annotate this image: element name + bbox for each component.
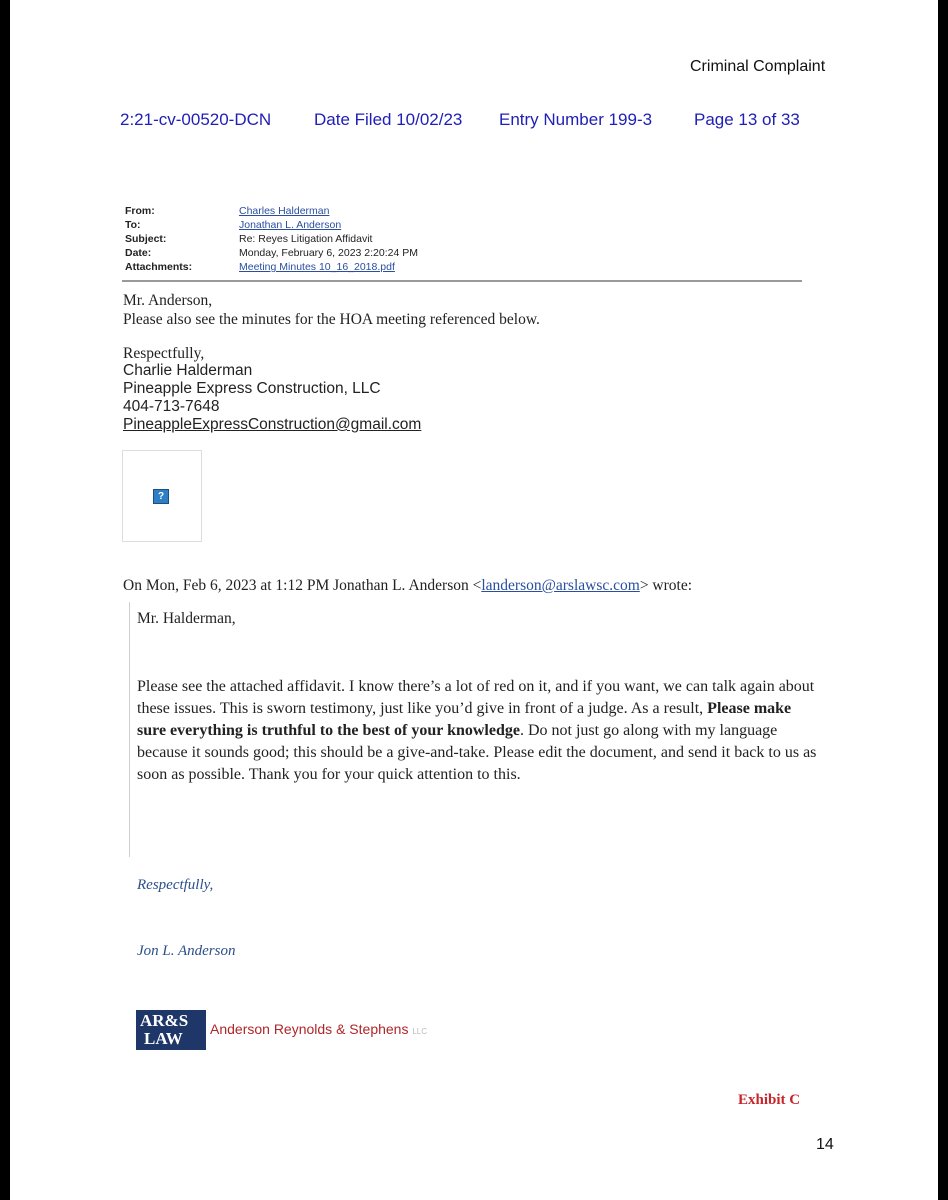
firm-suffix: LLC	[412, 1027, 428, 1036]
entry-number: Entry Number 199-3	[499, 110, 653, 129]
reply-email-link[interactable]: PineappleExpressConstruction@gmail.com	[123, 416, 422, 433]
quoted-salutation: Mr. Halderman,	[137, 610, 236, 627]
firm-logo-line1: AR&S	[140, 1011, 189, 1030]
firm-name: Anderson Reynolds & Stephens LLC	[210, 1021, 428, 1037]
date-filed: Date Filed 10/02/23	[314, 110, 463, 129]
subject-value: Re: Reyes Litigation Affidavit	[239, 233, 373, 245]
reply-sender-name: Charlie Halderman	[123, 362, 253, 379]
quoted-closing: Respectfully,	[137, 877, 214, 893]
case-number: 2:21-cv-00520-DCN	[120, 110, 272, 129]
document-title: Criminal Complaint	[690, 58, 826, 75]
quoted-email-link[interactable]: landerson@arslawsc.com	[481, 577, 640, 594]
from-label: From:	[125, 205, 155, 217]
date-value: Monday, February 6, 2023 2:20:24 PM	[239, 247, 418, 259]
reply-closing: Respectfully,	[123, 345, 205, 362]
to-value[interactable]: Jonathan L. Anderson	[239, 219, 342, 231]
broken-image-icon: ?	[153, 489, 169, 504]
reply-phone: 404-713-7648	[123, 398, 220, 415]
reply-salutation: Mr. Anderson,	[123, 292, 213, 309]
quoted-signature: Jon L. Anderson	[137, 943, 236, 959]
attachments-label: Attachments:	[125, 261, 193, 273]
from-value[interactable]: Charles Halderman	[239, 205, 330, 217]
header-divider	[122, 280, 802, 282]
quoted-paragraph: Please see the attached affidavit. I know there’s a lot of red on it, and if you want, we can talk again about these issues. This is sworn testimony, just like you’d give in front of a judge. As a result, Please make sure everything is truthful to the best of your knowledge. Do not just go along with my language because it sounds good; this should be a give-and-take. Please edit the document, and send it back to us as soon as possible. Thank you for your quick attention to this.	[137, 678, 817, 783]
to-label: To:	[125, 219, 141, 231]
date-label: Date:	[125, 247, 152, 259]
reply-company: Pineapple Express Construction, LLC	[123, 380, 381, 397]
attachment-link[interactable]: Meeting Minutes 10_16_2018.pdf	[239, 261, 395, 273]
firm-logo-line2: LAW	[144, 1029, 183, 1048]
exhibit-label: Exhibit C	[738, 1092, 801, 1108]
quoted-intro: On Mon, Feb 6, 2023 at 1:12 PM Jonathan L. Anderson <landerson@arslawsc.com> wrote:	[123, 577, 693, 594]
page-number: 14	[816, 1136, 834, 1153]
subject-label: Subject:	[125, 233, 167, 245]
quote-bar	[129, 602, 130, 857]
reply-line: Please also see the minutes for the HOA meeting referenced below.	[123, 311, 540, 328]
page-of: Page 13 of 33	[694, 110, 800, 129]
document-page	[10, 0, 938, 1200]
